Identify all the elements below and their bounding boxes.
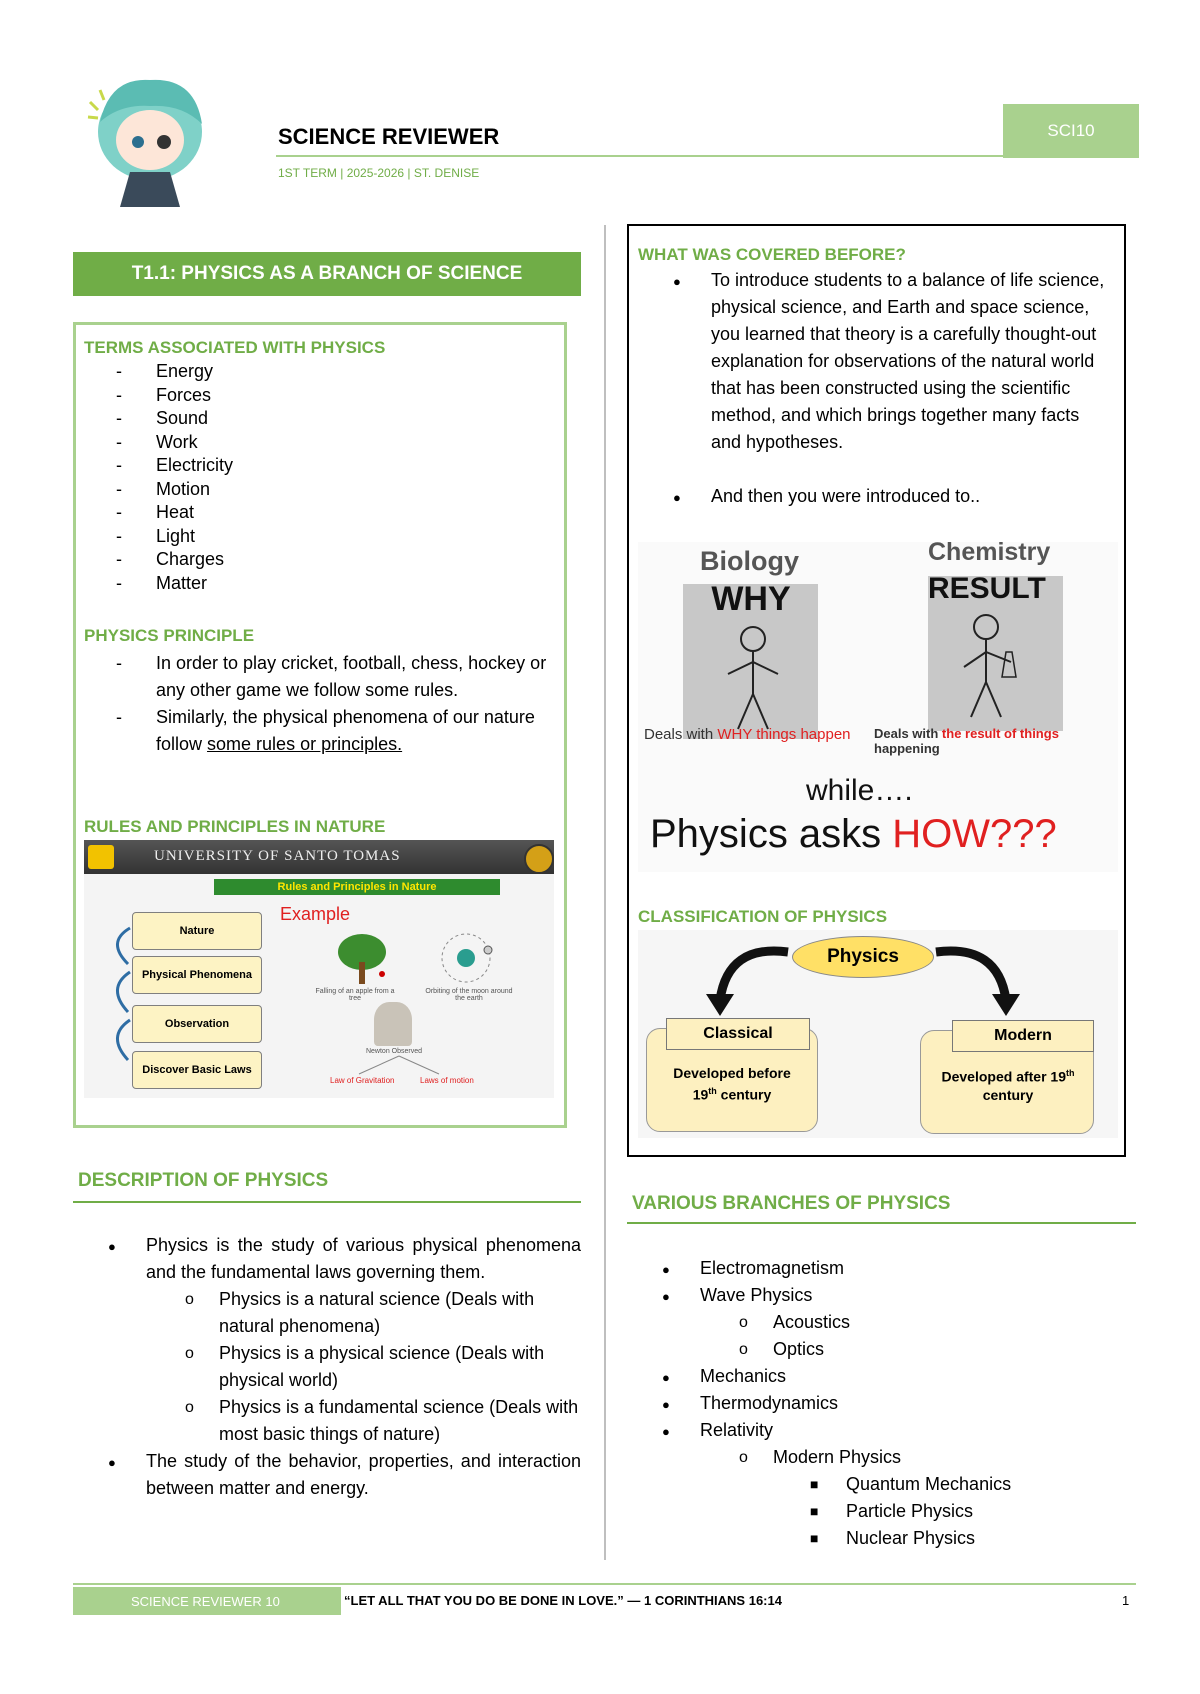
header-title: SCIENCE REVIEWER: [278, 124, 500, 149]
flow-step-label: Physical Phenomena: [141, 969, 253, 981]
description-list: [146, 1232, 581, 1502]
classical-node: [666, 1018, 810, 1050]
classical-desc-a: Developed before: [673, 1065, 791, 1081]
newton-arrows: [344, 1054, 454, 1076]
classical-desc: [652, 1064, 812, 1104]
chem-caption-tail: happening: [874, 741, 940, 756]
flow-step-phenomena: [132, 956, 262, 994]
newton-caption: Newton Observed: [365, 1048, 423, 1055]
flow-arrows: [102, 920, 134, 1080]
terms-title: TERMS ASSOCIATED WITH PHYSICS: [84, 338, 386, 357]
list-item: - Forces: [116, 384, 536, 408]
sub-list-item: o Acoustics: [773, 1309, 1120, 1336]
list-item: - Heat: [116, 501, 536, 525]
footer-label-box: [73, 1587, 341, 1615]
list-item: ● And then you were introduced to..: [711, 483, 1111, 510]
moon-caption: Orbiting of the moon around the earth: [425, 988, 513, 1002]
description-rule: [73, 1201, 581, 1203]
sub-list-item: o Physics is a natural science (Deals with natural phenomena): [219, 1286, 581, 1340]
sub-sub-list-item: ■ Quantum Mechanics: [846, 1471, 1120, 1498]
bio-title: Biology: [700, 546, 799, 576]
list-item: - Motion: [116, 478, 536, 502]
slide-heading: [214, 879, 500, 895]
list-item-text: Wave Physics: [700, 1285, 813, 1305]
crest-icon: [524, 844, 554, 874]
orbit-icon: [436, 928, 496, 988]
list-item: ● To introduce students to a balance of life science, physical science, and Earth and space science, you learned that theory is a carefully thought-out explanation for observations of the natural world that has been constructed using the scientific method, and which brings together many facts and hypotheses.: [711, 267, 1111, 456]
footer-quote: “LET ALL THAT YOU DO BE DONE IN LOVE.” — 1 CORINTHIANS 16:14: [344, 1593, 782, 1608]
column-divider: [604, 225, 606, 1560]
rules-slide-image: [84, 840, 554, 1098]
chem-caption-red: the result of things: [941, 726, 1059, 741]
physics-asks: [650, 812, 1057, 857]
sub-sub-list-item: ■ Nuclear Physics: [846, 1525, 1120, 1552]
flow-step-label: Observation: [164, 1018, 230, 1030]
principle-underlined: some rules or principles.: [207, 734, 403, 754]
list-item: ● The study of the behavior, properties, and interaction between matter and energy.: [146, 1448, 581, 1502]
classification-title: CLASSIFICATION OF PHYSICS: [638, 907, 888, 926]
list-item: - In order to play cricket, football, chess, hockey or any other game we follow some rules.: [116, 650, 556, 704]
slide-example: Example: [280, 904, 351, 924]
sub-list-item: o Optics: [773, 1336, 1120, 1363]
chem-word: RESULT: [928, 572, 1046, 605]
apple-caption: Falling of an apple from a tree: [315, 988, 395, 1002]
bio-word: WHY: [711, 580, 791, 618]
flow-step-label: Nature: [179, 925, 215, 937]
list-item-text: Physics is the study of various physical phenomena and the fundamental laws governing them.: [146, 1235, 581, 1282]
physics-asks-text: Physics asks: [650, 812, 893, 856]
chem-caption: [874, 726, 1118, 756]
sub-list-item: o Physics is a physical science (Deals with physical world): [219, 1340, 581, 1394]
physics-asks-how: HOW???: [892, 812, 1057, 856]
list-item: [146, 1232, 581, 1448]
flow-step-nature: [132, 912, 262, 950]
mascot-image: [70, 62, 230, 212]
slide-university: UNIVERSITY OF SANTO TOMAS: [154, 848, 401, 864]
branches-title: VARIOUS BRANCHES OF PHYSICS: [632, 1193, 951, 1214]
list-item: - Matter: [116, 572, 536, 596]
while-text: while….: [806, 774, 913, 807]
header-rule: [276, 155, 1003, 157]
classification-arrows: [638, 930, 1118, 1030]
chem-title: Chemistry: [928, 538, 1051, 566]
branches-list: [700, 1255, 1120, 1552]
covered-title: WHAT WAS COVERED BEFORE?: [638, 245, 906, 264]
flow-step-label: Discover Basic Laws: [142, 1064, 252, 1076]
list-item: ● Thermodynamics: [700, 1390, 1120, 1417]
skeleton-icon: [718, 624, 788, 734]
slide-heading-text: Rules and Principles in Nature: [277, 881, 437, 893]
modern-node: [952, 1020, 1094, 1052]
list-item: - Light: [116, 525, 536, 549]
course-badge-label: SCI10: [1047, 121, 1095, 140]
newton-portrait: [374, 1002, 412, 1046]
sub-list: [700, 1444, 1120, 1552]
sub-sub-list-item: ■ Particle Physics: [846, 1498, 1120, 1525]
terms-list: [116, 360, 536, 595]
sub-sub-list: [773, 1471, 1120, 1552]
rules-title: RULES AND PRINCIPLES IN NATURE: [84, 817, 386, 836]
bio-chem-image: [638, 538, 1118, 872]
classical-desc-c: century: [716, 1086, 772, 1103]
classification-diagram: [638, 930, 1118, 1138]
list-item: [116, 704, 556, 758]
bio-caption: [644, 726, 851, 743]
course-badge: [1003, 104, 1139, 158]
chem-caption-text: Deals with: [874, 726, 942, 741]
list-item: - Sound: [116, 407, 536, 431]
list-item: ● Mechanics: [700, 1363, 1120, 1390]
principle-text: Similarly, the physical phenomena of our nature follow: [156, 707, 535, 754]
page-number: 1: [1122, 1593, 1130, 1608]
list-item: - Energy: [116, 360, 536, 384]
scientist-icon: [956, 612, 1026, 722]
classical-desc-sup: th: [708, 1086, 717, 1096]
list-item: ● Electromagnetism: [700, 1255, 1120, 1282]
classical-label: Classical: [703, 1025, 773, 1042]
principle-title: PHYSICS PRINCIPLE: [84, 626, 255, 645]
physics-node-label: Physics: [827, 946, 899, 967]
list-item: [700, 1282, 1120, 1363]
list-item: - Work: [116, 431, 536, 455]
footer-label: SCIENCE REVIEWER 10: [131, 1593, 280, 1609]
sub-list-item: o Physics is a fundamental science (Deals with most basic things of nature): [219, 1394, 581, 1448]
list-item: - Charges: [116, 548, 536, 572]
description-title: DESCRIPTION OF PHYSICS: [78, 1170, 329, 1191]
university-seal-icon: [88, 845, 114, 869]
flow-step-observation: [132, 1005, 262, 1043]
list-item-text: Relativity: [700, 1420, 774, 1440]
bio-caption-red: WHY things happen: [717, 726, 851, 743]
header-subtitle: 1ST TERM | 2025-2026 | ST. DENISE: [278, 166, 480, 180]
list-item: - Electricity: [116, 454, 536, 478]
topic-banner-label: T1.1: PHYSICS AS A BRANCH OF SCIENCE: [131, 263, 523, 284]
modern-desc-a: Developed after 19: [941, 1068, 1066, 1085]
law-motion: Laws of motion: [420, 1076, 474, 1085]
modern-desc-sup: th: [1066, 1068, 1075, 1078]
law-gravitation: Law of Gravitation: [330, 1076, 395, 1085]
bio-caption-text: Deals with: [644, 726, 718, 743]
sub-list: [146, 1286, 581, 1448]
topic-banner: [73, 252, 581, 296]
classical-desc-b: 19: [692, 1086, 709, 1103]
branches-rule: [627, 1222, 1136, 1224]
list-item: [700, 1417, 1120, 1552]
covered-list: [711, 267, 1111, 510]
footer-rule: [73, 1583, 1136, 1585]
modern-desc-b: century: [982, 1086, 1034, 1103]
principle-list: [116, 650, 556, 758]
sub-list-item: [773, 1444, 1120, 1552]
sub-list: [700, 1309, 1120, 1363]
flow-step-laws: [132, 1051, 262, 1089]
modern-label: Modern: [994, 1027, 1052, 1044]
sub-list-item-text: Modern Physics: [773, 1447, 902, 1467]
modern-desc: [928, 1064, 1088, 1104]
tree-icon: [334, 932, 394, 987]
